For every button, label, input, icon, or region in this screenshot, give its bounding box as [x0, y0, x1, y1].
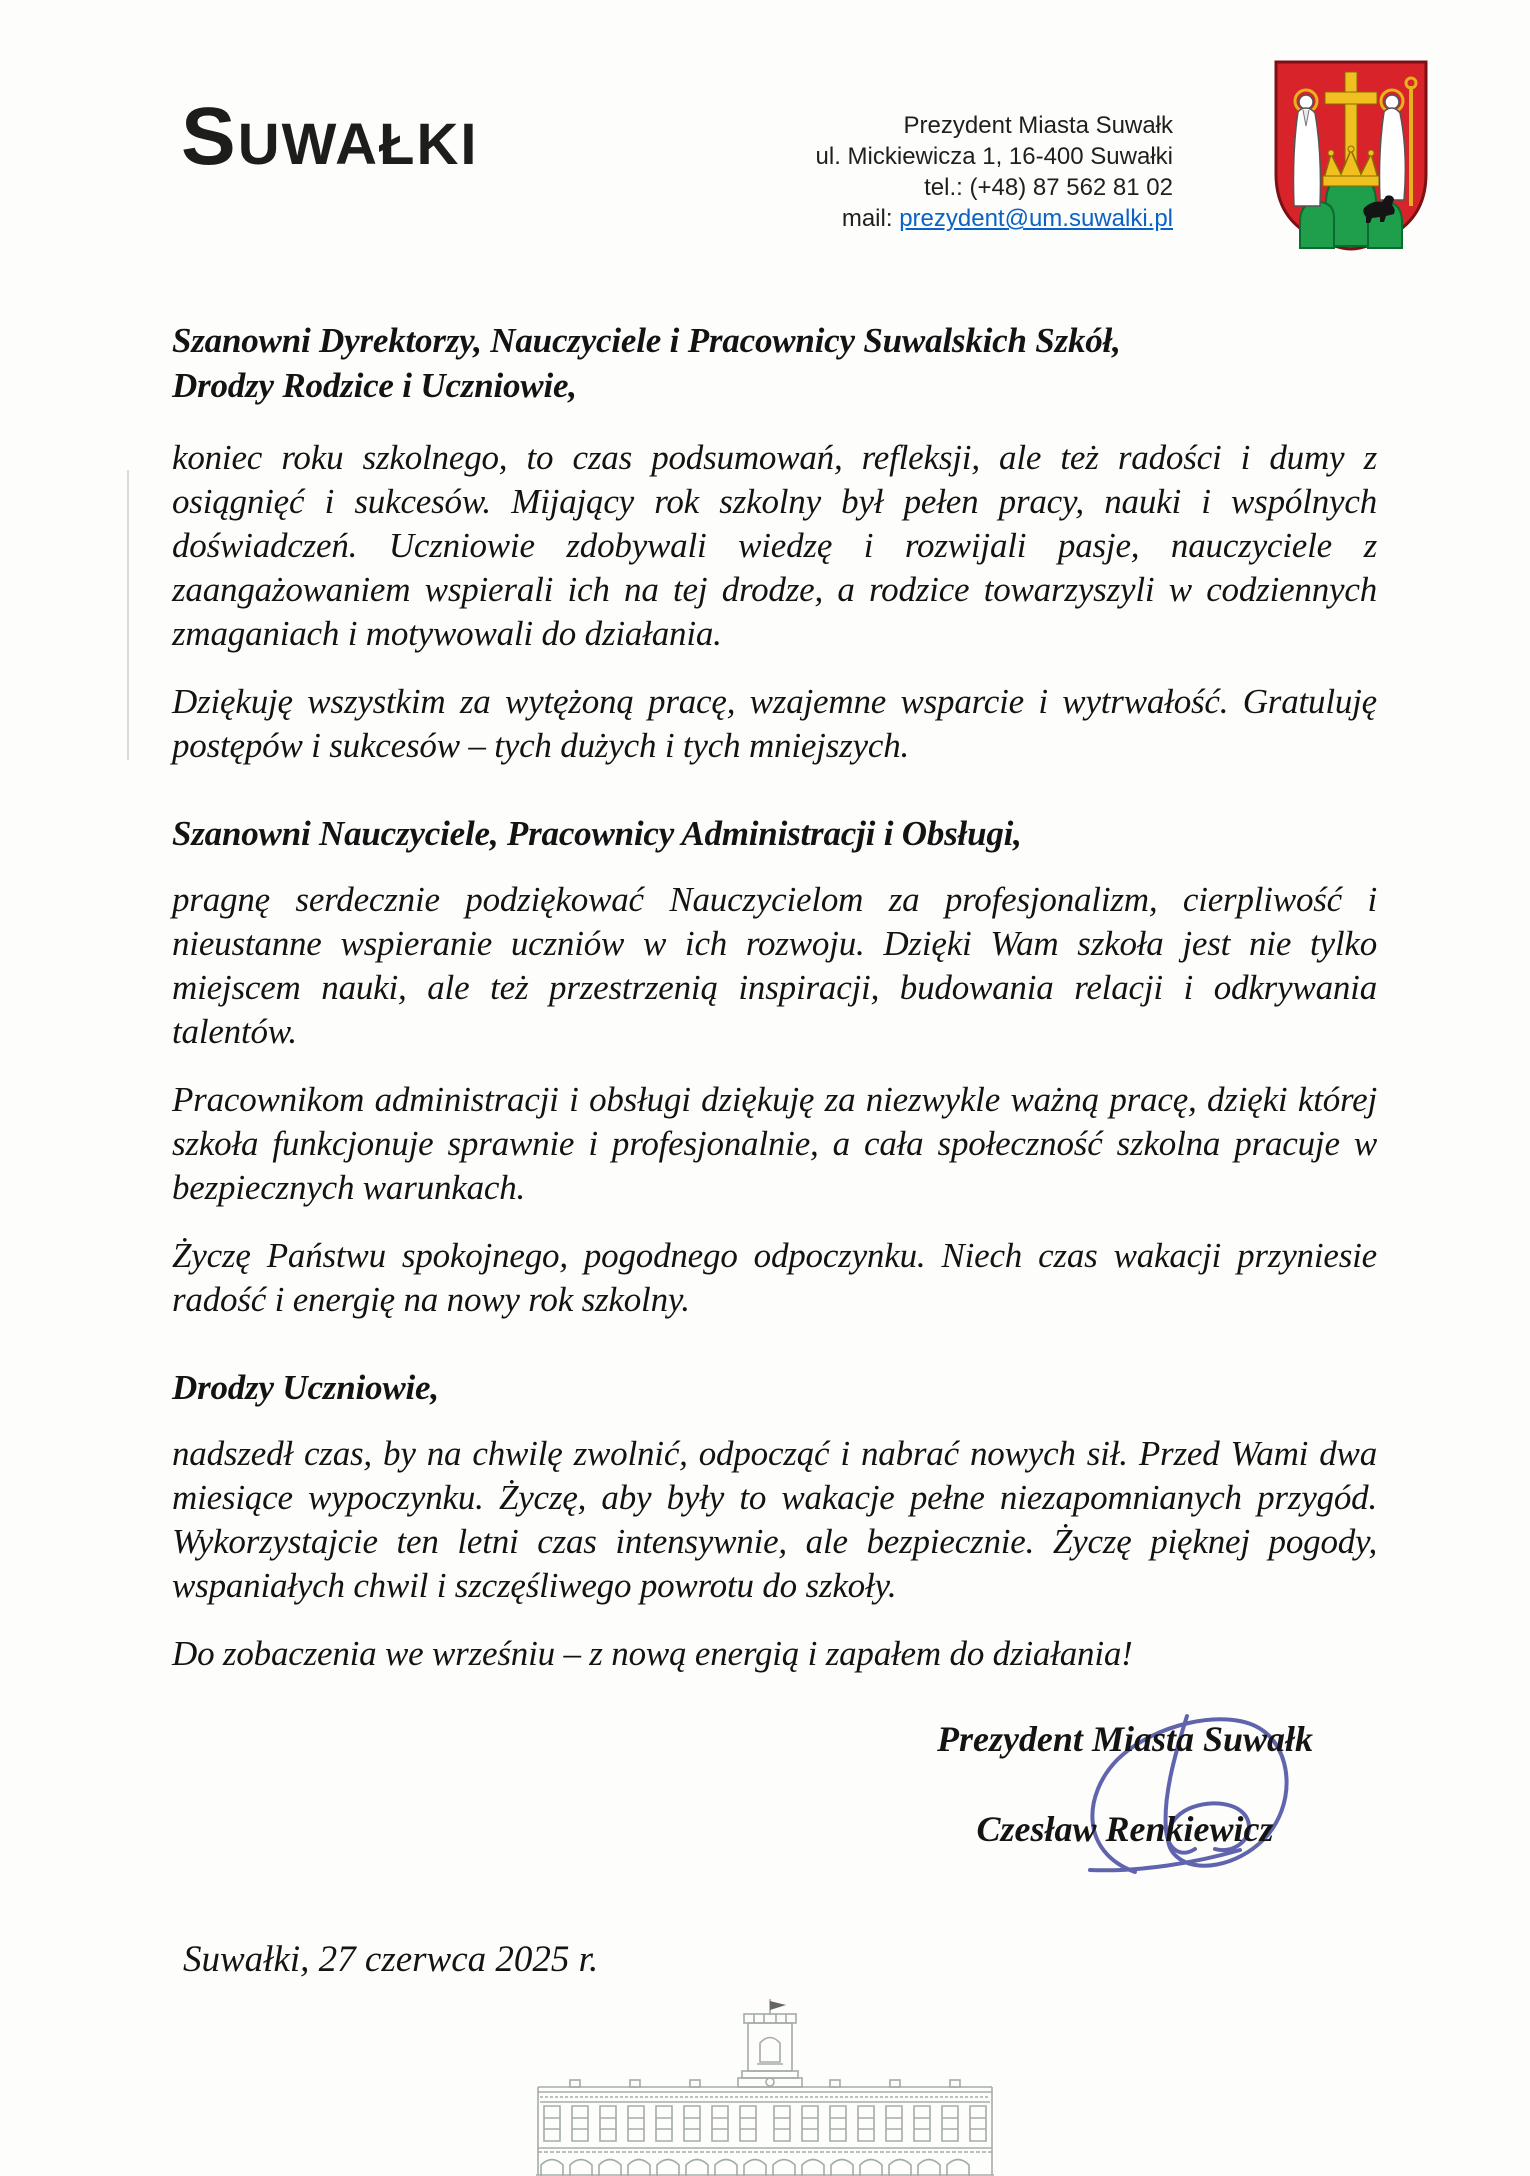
contact-phone: tel.: (+48) 87 562 81 02	[924, 174, 1173, 201]
scan-artifact-line	[127, 470, 129, 760]
paragraph-thanks: Dziękuję wszystkim za wytężoną pracę, wzajemne wsparcie i wytrwałość. Gratuluję postępów i sukcesów – tych dużych i tych mniejszych.	[172, 682, 1377, 765]
signature-name: Czesław Renkiewicz	[976, 1809, 1274, 1849]
coat-of-arms-icon	[1268, 56, 1434, 254]
salutation-line-1: Szanowni Dyrektorzy, Nauczyciele i Pracownicy Suwalskich Szkół,	[172, 321, 1121, 360]
contact-mail-line	[816, 203, 1173, 234]
paragraph-wishes: Życzę Państwu spokojnego, pogodnego odpoczynku. Niech czas wakacji przyniesie radość i energię na nowy rok szkolny.	[172, 1236, 1377, 1319]
town-hall-drawing-icon	[530, 1998, 1000, 2176]
salutation	[172, 318, 1377, 408]
paragraph-students: nadszedł czas, by na chwilę zwolnić, odpocząć i nabrać nowych sił. Przed Wami dwa miesiące wypoczynku. Życzę, aby były to wakacje pełne niezapomnianych przygód. Wykorzystajcie ten letni czas intensywnie, ale bezpiecznie. Życzę pięknej pogody, wspaniałych chwil i szczęśliwego powrotu do szkoły.	[172, 1434, 1377, 1605]
date-line: Suwałki, 27 czerwca 2025 r.	[183, 1939, 599, 1980]
contact-block	[816, 110, 1173, 234]
mail-label: mail:	[841, 205, 900, 232]
signature-block	[905, 1716, 1345, 1852]
email-link[interactable]: prezydent@um.suwalki.pl	[899, 205, 1173, 232]
paragraph-teachers: pragnę serdecznie podziękować Nauczycielom za profesjonalizm, cierpliwość i nieustanne wspieranie uczniów w ich rozwoju. Dzięki Wam szkoła jest nie tylko miejscem nauki, ale też przestrzenią inspiracji, budowania relacji i odkrywania talentów.	[172, 880, 1377, 1051]
signature-title: Prezydent Miasta Suwałk	[936, 1719, 1314, 1759]
heading-students: Drodzy Uczniowie,	[172, 1368, 439, 1407]
paragraph-intro: koniec roku szkolnego, to czas podsumowań, refleksji, ale też radości i dumy z osiągnięć i sukcesów. Mijający rok szkolny był pełen pracy, nauki i wspólnych doświadczeń. Uczniowie zdobywali wiedzę i rozwijali pasje, nauczyciele z zaangażowaniem wspierali ich na tej drodze, a rodzice towarzyszyli w codziennych zmaganiach i motywowali do działania.	[172, 438, 1377, 653]
contact-address: ul. Mickiewicza 1, 16-400 Suwałki	[815, 143, 1173, 170]
salutation-line-2: Drodzy Rodzice i Uczniowie,	[172, 366, 577, 405]
suwalki-logo: SUWAŁKI	[181, 91, 479, 182]
contact-office: Prezydent Miasta Suwałk	[903, 112, 1173, 139]
heading-teachers: Szanowni Nauczyciele, Pracownicy Administracji i Obsługi,	[172, 814, 1022, 853]
letter-body	[172, 318, 1377, 1700]
paragraph-staff: Pracownikom administracji i obsługi dziękuję za niezwykle ważną pracę, dzięki której szkoła funkcjonuje sprawnie i profesjonalnie, a cała społeczność szkolna pracuje w bezpiecznych warunkach.	[172, 1080, 1377, 1207]
paragraph-farewell: Do zobaczenia we wrześniu – z nową energią i zapałem do działania!	[172, 1634, 1133, 1673]
